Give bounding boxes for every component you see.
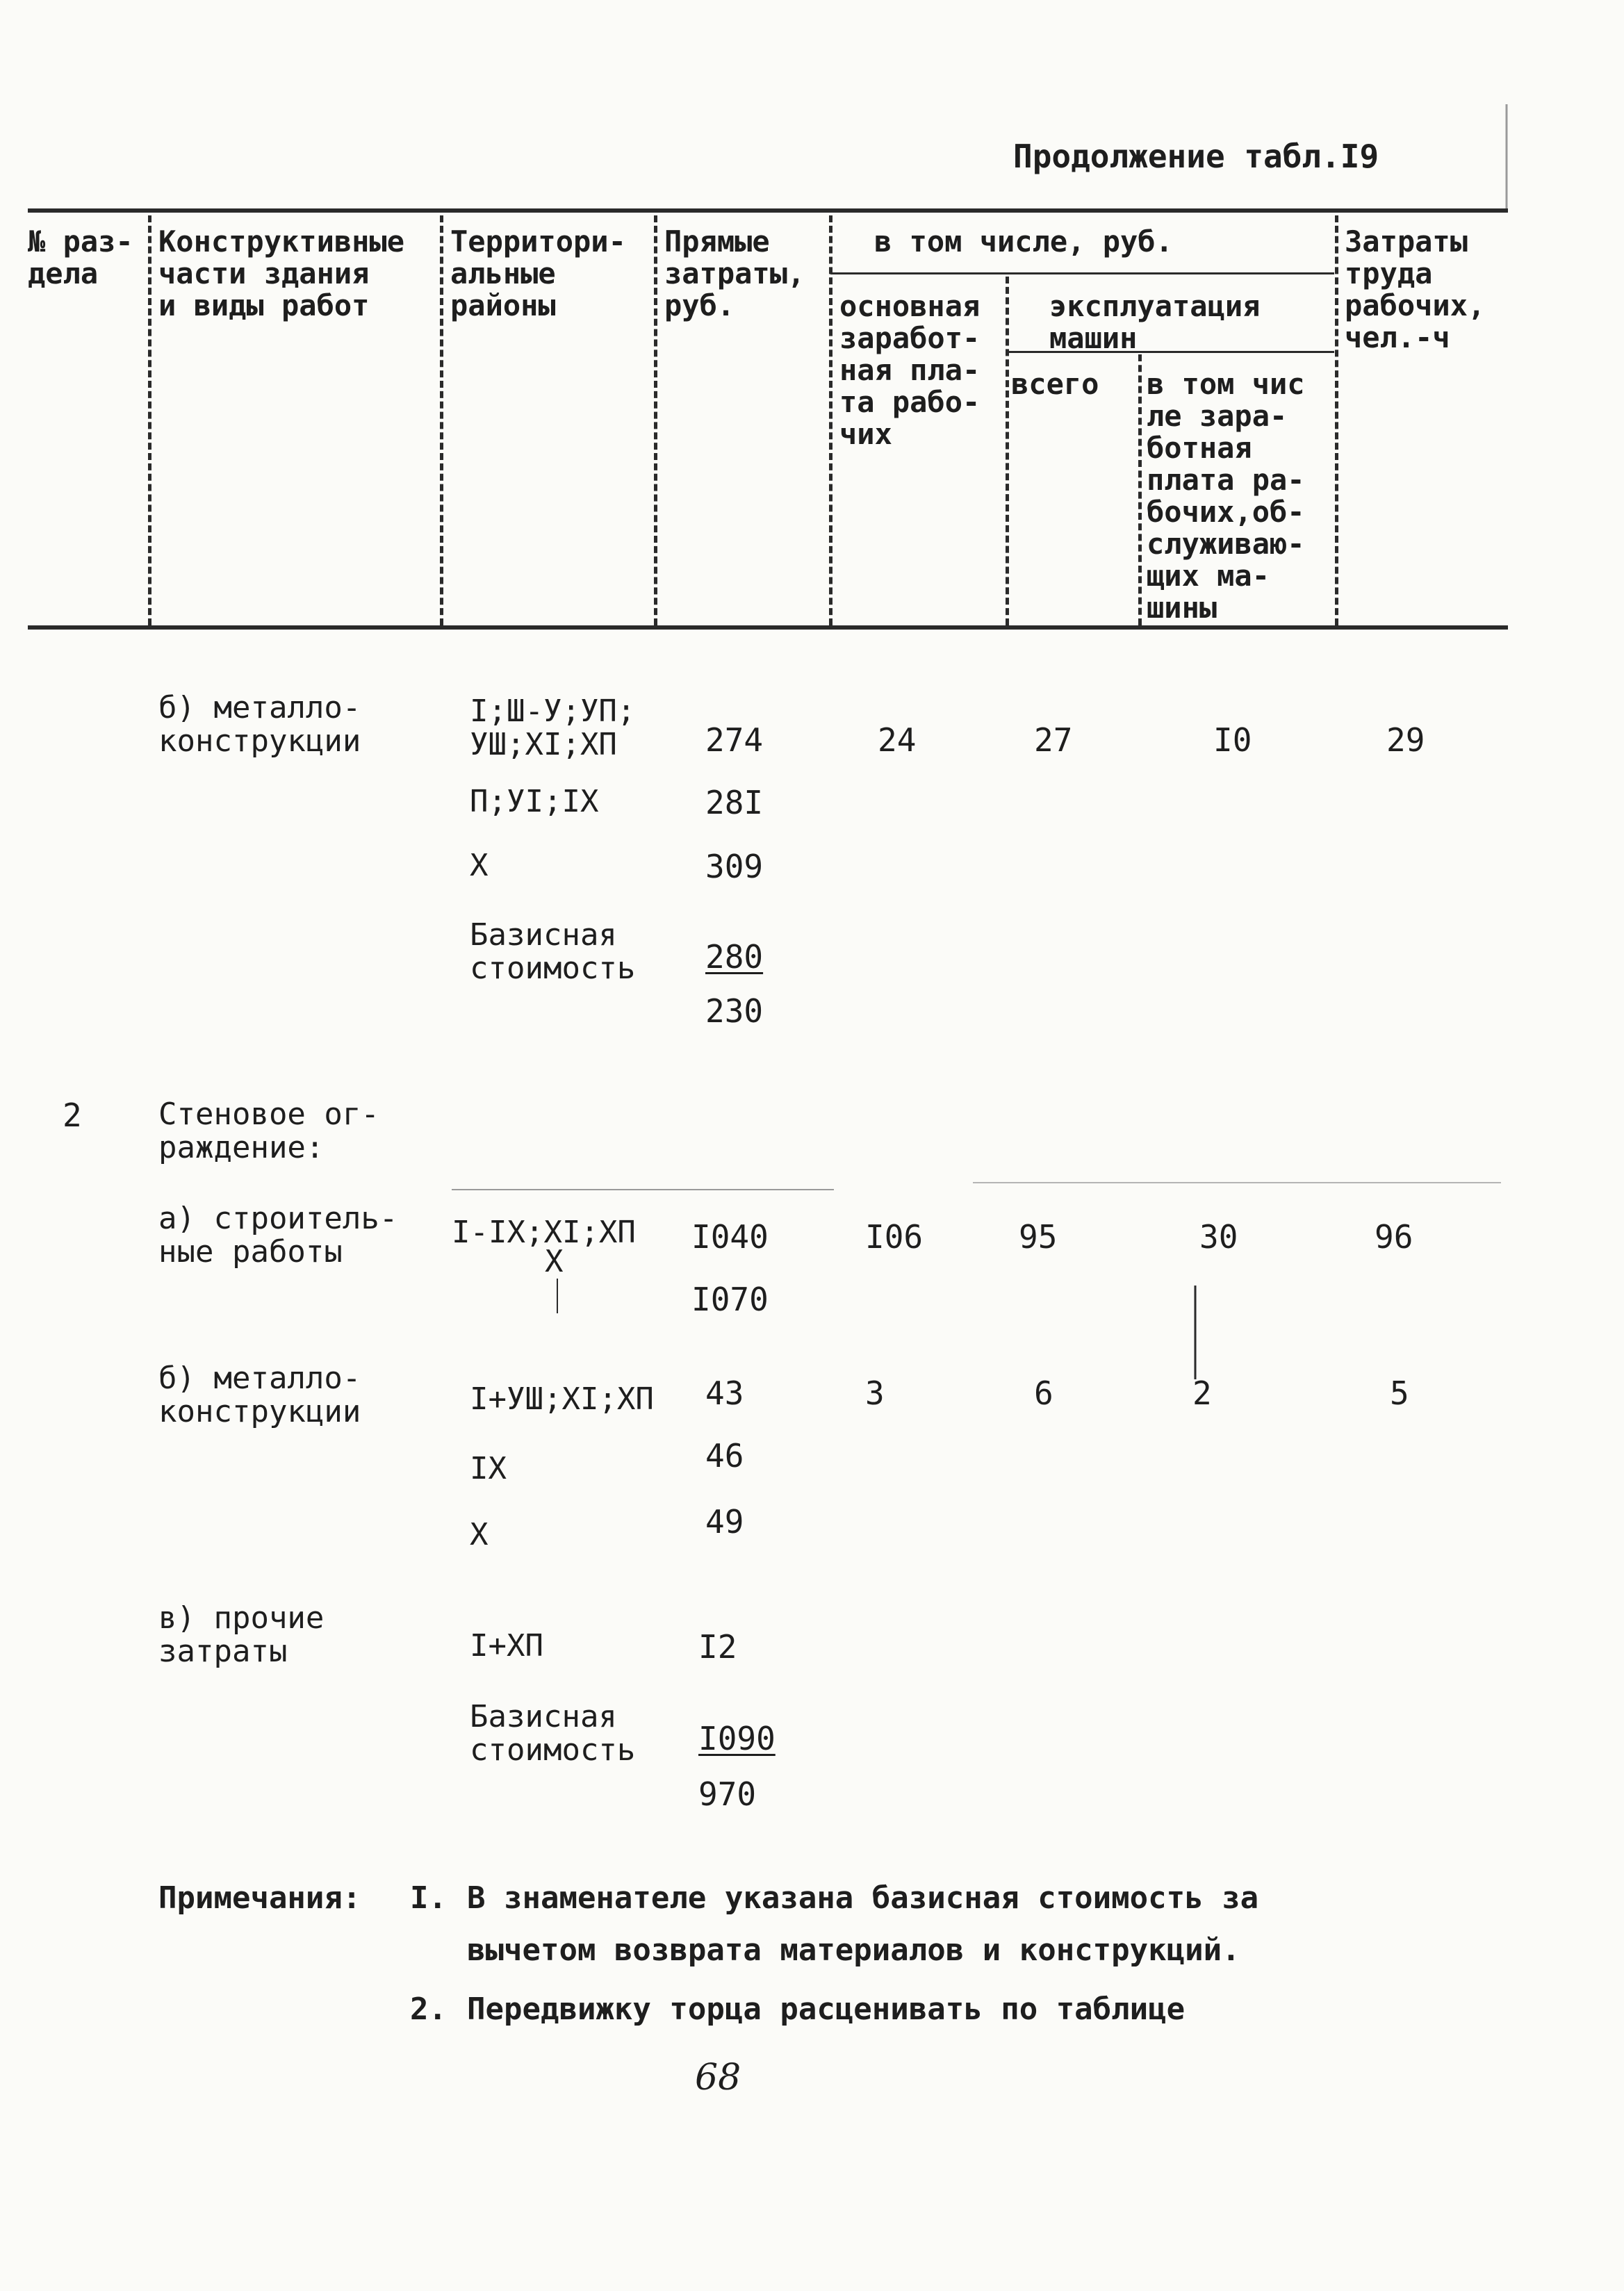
block2-b-row3-direct: 49 bbox=[705, 1503, 744, 1541]
header-labor-costs: Затраты труда рабочих, чел.-ч bbox=[1345, 224, 1486, 354]
block2-a-machine-wage: 30 bbox=[1199, 1218, 1238, 1256]
header-including: в том числе, руб. bbox=[874, 224, 1173, 258]
block2-c-work-name: в) прочие затраты bbox=[158, 1600, 325, 1669]
block2-b-row1-labor: 5 bbox=[1390, 1374, 1409, 1412]
block2-a-regions: I-IX;XI;XП bbox=[452, 1215, 636, 1250]
note-2-number: 2. bbox=[410, 1992, 447, 2027]
block1-row3-direct: 309 bbox=[705, 848, 764, 885]
block2-a-regions-sub: X bbox=[545, 1244, 564, 1279]
note-1-line-2: вычетом возврата материалов и конструкций. bbox=[467, 1932, 1240, 1968]
block2-b-row1-wage: 3 bbox=[865, 1374, 885, 1412]
table-caption: Продолжение табл.I9 bbox=[1013, 138, 1379, 175]
header-section-number: № раз- дела bbox=[28, 224, 133, 290]
block2-c-direct: I2 bbox=[698, 1628, 737, 1666]
block1-row1-machines: 27 bbox=[1034, 721, 1073, 759]
block2-b-row2-regions: IX bbox=[470, 1451, 507, 1486]
block2-a-labor: 96 bbox=[1375, 1218, 1413, 1256]
header-direct-costs: Прямые затраты, руб. bbox=[664, 224, 805, 322]
block1-base-label: Базисная стоимость bbox=[470, 917, 636, 986]
block1-row1-regions: I;Ш-У;УП; УШ;XI;XП bbox=[470, 693, 636, 762]
block1-base-denominator: 230 bbox=[705, 992, 764, 1030]
block2-a-direct-alt: I070 bbox=[691, 1281, 769, 1318]
block2-a-wage: I06 bbox=[865, 1218, 924, 1256]
block1-row2-regions: П;УI;IX bbox=[470, 784, 599, 819]
block2-b-row1-machine-wage: 2 bbox=[1192, 1374, 1212, 1412]
block2-base-numerator: I090 bbox=[698, 1720, 776, 1757]
notes-label: Примечания: bbox=[158, 1880, 361, 1916]
block1-row1-labor: 29 bbox=[1386, 721, 1425, 759]
block1-row3-regions: X bbox=[470, 848, 489, 883]
block2-a-machines: 95 bbox=[1019, 1218, 1058, 1256]
block1-row1-machine-wage: I0 bbox=[1213, 721, 1252, 759]
header-base-wage: основная заработ- ная пла- та рабо- чих bbox=[839, 289, 981, 451]
block2-title: Стеновое ог- раждение: bbox=[158, 1097, 379, 1165]
block2-b-row1-regions: I+УШ;XI;XП bbox=[470, 1381, 654, 1417]
header-regions: Территори- альные районы bbox=[450, 224, 626, 322]
header-machine-wage: в том чис ле зара- ботная плата ра- бочих,об- служиваю- щих ма- шины bbox=[1147, 367, 1305, 625]
block2-b-row3-regions: X bbox=[470, 1517, 489, 1552]
note-2-line-1: Передвижку торца расценивать по таблице bbox=[467, 1992, 1186, 2027]
block2-c-regions: I+XП bbox=[470, 1628, 543, 1664]
note-1-line-1: В знаменателе указана базисная стоимость за bbox=[467, 1880, 1259, 1916]
block2-b-row1-direct: 43 bbox=[705, 1374, 744, 1412]
block2-b-row1-machines: 6 bbox=[1034, 1374, 1053, 1412]
block2-a-work-name: а) строитель- ные работы bbox=[158, 1201, 398, 1270]
block2-b-row2-direct: 46 bbox=[705, 1437, 744, 1475]
block1-work-name: б) металло- конструкции bbox=[158, 690, 361, 759]
block2-base-denominator: 970 bbox=[698, 1775, 757, 1813]
block2-base-label: Базисная стоимость bbox=[470, 1699, 636, 1768]
block2-a-direct: I040 bbox=[691, 1218, 769, 1256]
note-1-number: I. bbox=[410, 1880, 447, 1916]
page-number: 68 bbox=[695, 2057, 741, 2099]
header-machine-operation: эксплуатация машин bbox=[1049, 289, 1261, 355]
block2-b-work-name: б) металло- конструкции bbox=[158, 1361, 361, 1429]
block1-row1-direct: 274 bbox=[705, 721, 764, 759]
header-machine-total: всего bbox=[1011, 367, 1099, 401]
header-work-parts: Конструктивные части здания и виды работ bbox=[158, 224, 405, 322]
block1-row1-wage: 24 bbox=[878, 721, 917, 759]
block2-section-number: 2 bbox=[63, 1097, 82, 1134]
block1-base-numerator: 280 bbox=[705, 938, 764, 976]
block1-row2-direct: 28I bbox=[705, 784, 764, 821]
